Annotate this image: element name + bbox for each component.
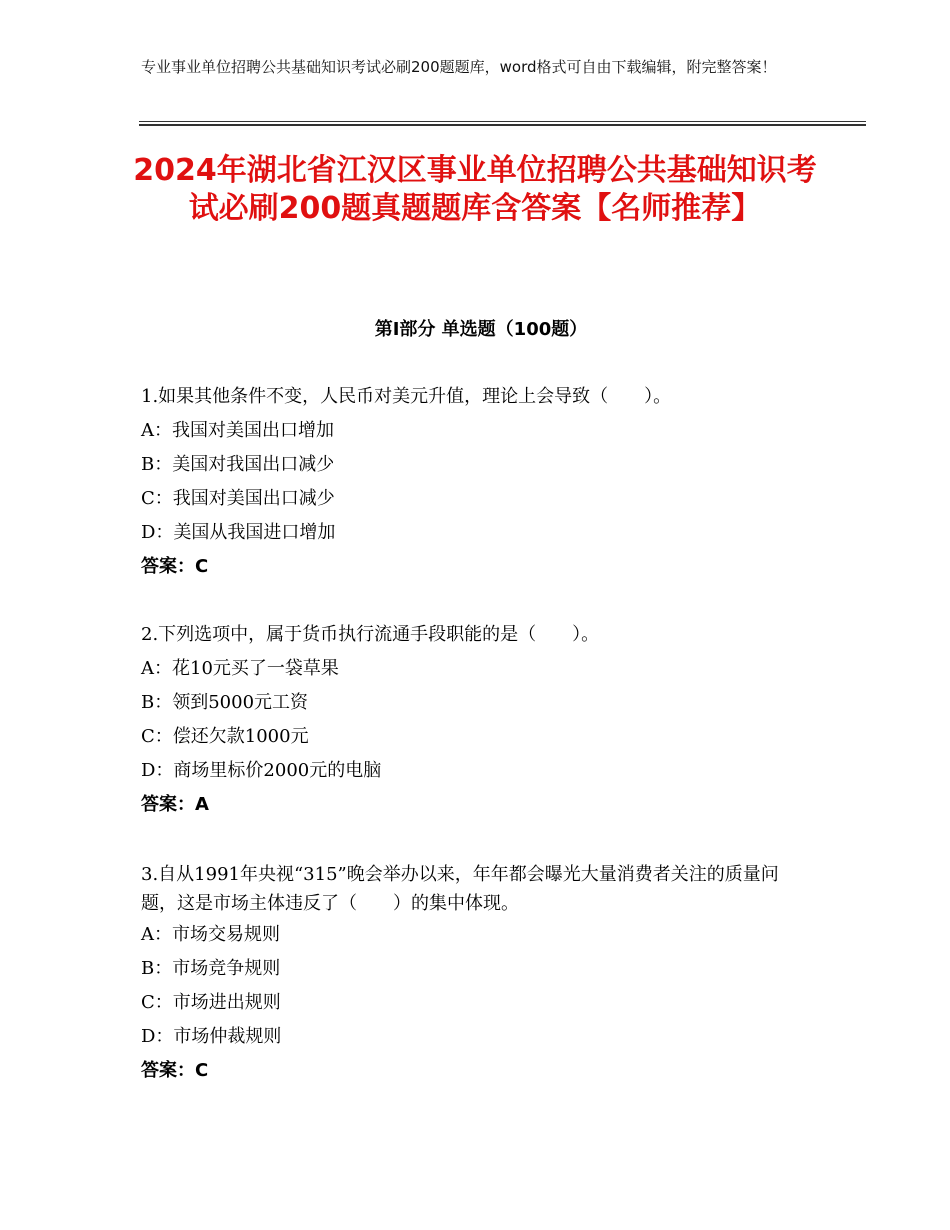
question-1: [141, 380, 841, 584]
question-stem: 1.如果其他条件不变，人民币对美元升值，理论上会导致（ ）。: [141, 386, 672, 407]
option-c: C：偿还欠款1000元: [141, 726, 309, 747]
option-d: D：美国从我国进口增加: [141, 522, 336, 543]
question-stem: 3.自从1991年央视“315”晚会举办以来，年年都会曝光大量消费者关注的质量问题，这是市场主体违反了（ ）的集中体现。: [141, 864, 779, 914]
question-2: [141, 618, 841, 822]
option-c: C：市场进出规则: [141, 992, 281, 1013]
document-title: 2024年湖北省江汉区事业单位招聘公共基础知识考试必刷200题真题题库含答案【名师推荐】: [133, 153, 817, 226]
option-a: A：市场交易规则: [141, 924, 280, 945]
header-divider-thick: [139, 124, 866, 126]
document-header-note: 专业事业单位招聘公共基础知识考试必刷200题题库，word格式可自由下载编辑，附完整答案！: [141, 58, 777, 76]
option-a: A：花10元买了一袋草果: [141, 658, 339, 679]
answer: 答案：A: [141, 794, 209, 815]
section-title: 第Ⅰ部分 单选题（100题）: [374, 319, 588, 340]
header-divider-thin: [139, 121, 866, 122]
option-d: D：商场里标价2000元的电脑: [141, 760, 382, 781]
answer: 答案：C: [141, 1060, 209, 1081]
option-c: C：我国对美国出口减少: [141, 488, 335, 509]
option-a: A：我国对美国出口增加: [141, 420, 334, 441]
question-3: [141, 860, 841, 1088]
option-b: B：美国对我国出口减少: [141, 454, 335, 475]
answer: 答案：C: [141, 556, 209, 577]
question-stem: 2.下列选项中，属于货币执行流通手段职能的是（ ）。: [141, 624, 600, 645]
option-d: D：市场仲裁规则: [141, 1026, 282, 1047]
option-b: B：领到5000元工资: [141, 692, 309, 713]
option-b: B：市场竞争规则: [141, 958, 281, 979]
